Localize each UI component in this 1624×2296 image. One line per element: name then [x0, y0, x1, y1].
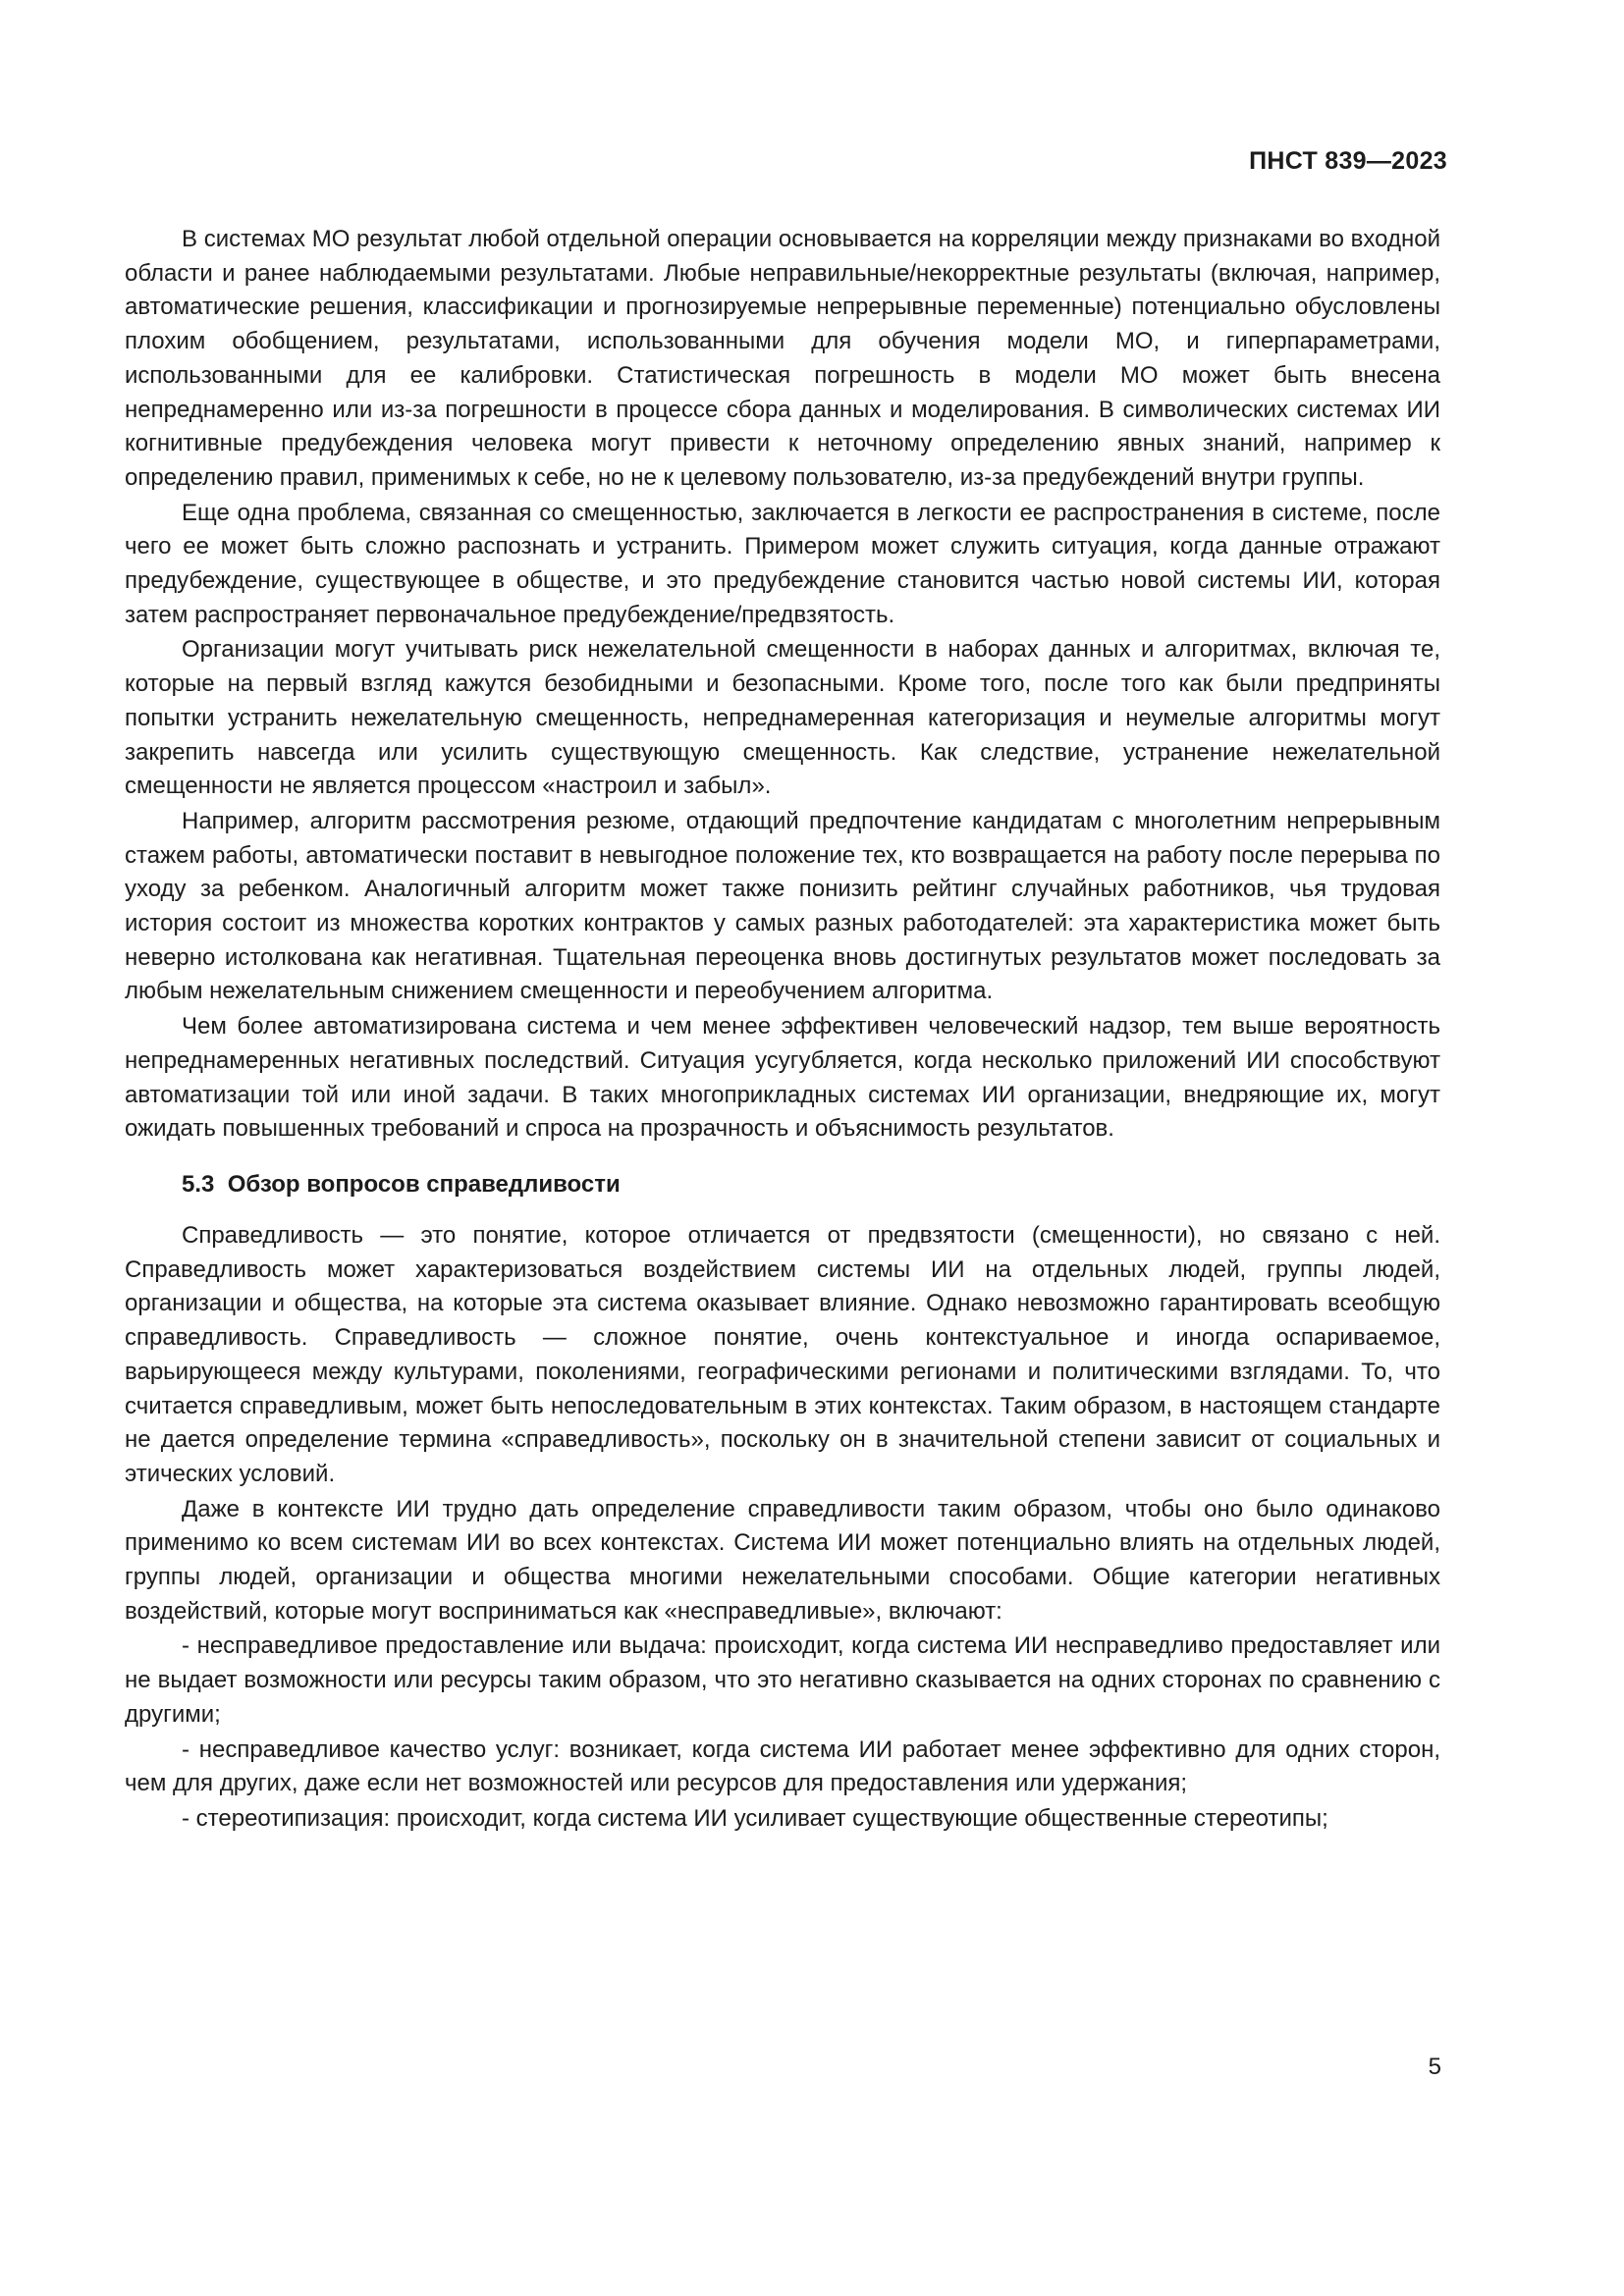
section-title: Обзор вопросов справедливости	[227, 1170, 621, 1198]
document-code: ПНСТ 839—2023	[1249, 147, 1447, 175]
paragraph: Даже в контексте ИИ трудно дать определение справедливости таким образом, чтобы оно было одинаково применимо ко всем системам ИИ во всех контекстах. Система ИИ может потенциально влиять на отдельных людей, группы людей, организации и общества многими нежелательными способами. Общие категории негативных воздействий, которые могут восприниматься как «несправедливые», включают:	[125, 1495, 1440, 1625]
list-item: - несправедливое качество услуг: возникает, когда система ИИ работает менее эффективно для одних сторон, чем для других, даже если нет возможностей или ресурсов для предоставления или удержания;	[125, 1735, 1440, 1797]
page-body	[125, 223, 1440, 1837]
list-item: - несправедливое предоставление или выдача: происходит, когда система ИИ несправедливо предоставляет или не выдает возможности или ресурсы таким образом, что это негативно сказывается на одних сторонах по сравнению с другими;	[125, 1632, 1440, 1728]
paragraph: Чем более автоматизирована система и чем менее эффективен человеческий надзор, тем выше вероятность непреднамеренных негативных последствий. Ситуация усугубляется, когда несколько приложений ИИ способствуют автоматизации той или иной задачи. В таких многоприкладных системах ИИ организации, внедряющие их, могут ожидать повышенных требований и спроса на прозрачность и объяснимость результатов.	[125, 1013, 1440, 1143]
paragraph: Например, алгоритм рассмотрения резюме, отдающий предпочтение кандидатам с многолетним непрерывным стажем работы, автоматически поставит в невыгодное положение тех, кто возвращается на работу после перерыва по уходу за ребенком. Аналогичный алгоритм может также понизить рейтинг случайных работников, чья трудовая история состоит из множества коротких контрактов у самых разных работодателей: эта характеристика может быть неверно истолкована как негативная. Тщательная переоценка вновь достигнутых результатов может последовать за любым нежелательным снижением смещенности и переобучением алгоритма.	[125, 807, 1440, 1005]
paragraph: Организации могут учитывать риск нежелательной смещенности в наборах данных и алгоритмах, включая те, которые на первый взгляд кажутся безобидными и безопасными. Кроме того, после того как были предприняты попытки устранить нежелательную смещенность, непреднамеренная категоризация и неумелые алгоритмы могут закрепить навсегда или усилить существующую смещенность. Как следствие, устранение нежелательной смещенности не является процессом «настроил и забыл».	[125, 636, 1440, 800]
section-heading	[125, 1168, 1440, 1201]
list-item: - стереотипизация: происходит, когда система ИИ усиливает существующие общественные стереотипы;	[182, 1804, 1328, 1832]
page-number: 5	[1428, 2054, 1441, 2080]
section-number: 5.3	[182, 1170, 215, 1198]
paragraph: Еще одна проблема, связанная со смещенностью, заключается в легкости ее распространения в системе, после чего ее может быть сложно распознать и устранить. Примером может служить ситуация, когда данные отражают предубеждение, существующее в обществе, и это предубеждение становится частью новой системы ИИ, которая затем распространяет первоначальное предубеждение/предвзятость.	[125, 499, 1440, 628]
paragraph: Справедливость — это понятие, которое отличается от предвзятости (смещенности), но связано с ней. Справедливость может характеризоваться воздействием системы ИИ на отдельных людей, группы людей, организации и общества, на которые эта система оказывает влияние. Однако невозможно гарантировать всеобщую справедливость. Справедливость — сложное понятие, очень контекстуальное и иногда оспариваемое, варьирующееся между культурами, поколениями, географическими регионами и политическими взглядами. То, что считается справедливым, может быть непоследовательным в этих контекстах. Таким образом, в настоящем стандарте не дается определение термина «справедливость», поскольку он в значительной степени зависит от социальных и этических условий.	[125, 1221, 1440, 1487]
paragraph: В системах МО результат любой отдельной операции основывается на корреляции между признаками во входной области и ранее наблюдаемыми результатами. Любые неправильные/некорректные результаты (включая, например, автоматические решения, классификации и прогнозируемые непрерывные переменные) потенциально обусловлены плохим обобщением, результатами, использованными для обучения модели МО, и гиперпараметрами, использованными для ее калибровки. Статистическая погрешность в модели МО может быть внесена непреднамеренно или из-за погрешности в процессе сбора данных и моделирования. В символических системах ИИ когнитивные предубеждения человека могут привести к неточному определению явных знаний, например к определению правил, применимых к себе, но не к целевому пользователю, из-за предубеждений внутри группы.	[125, 226, 1440, 491]
